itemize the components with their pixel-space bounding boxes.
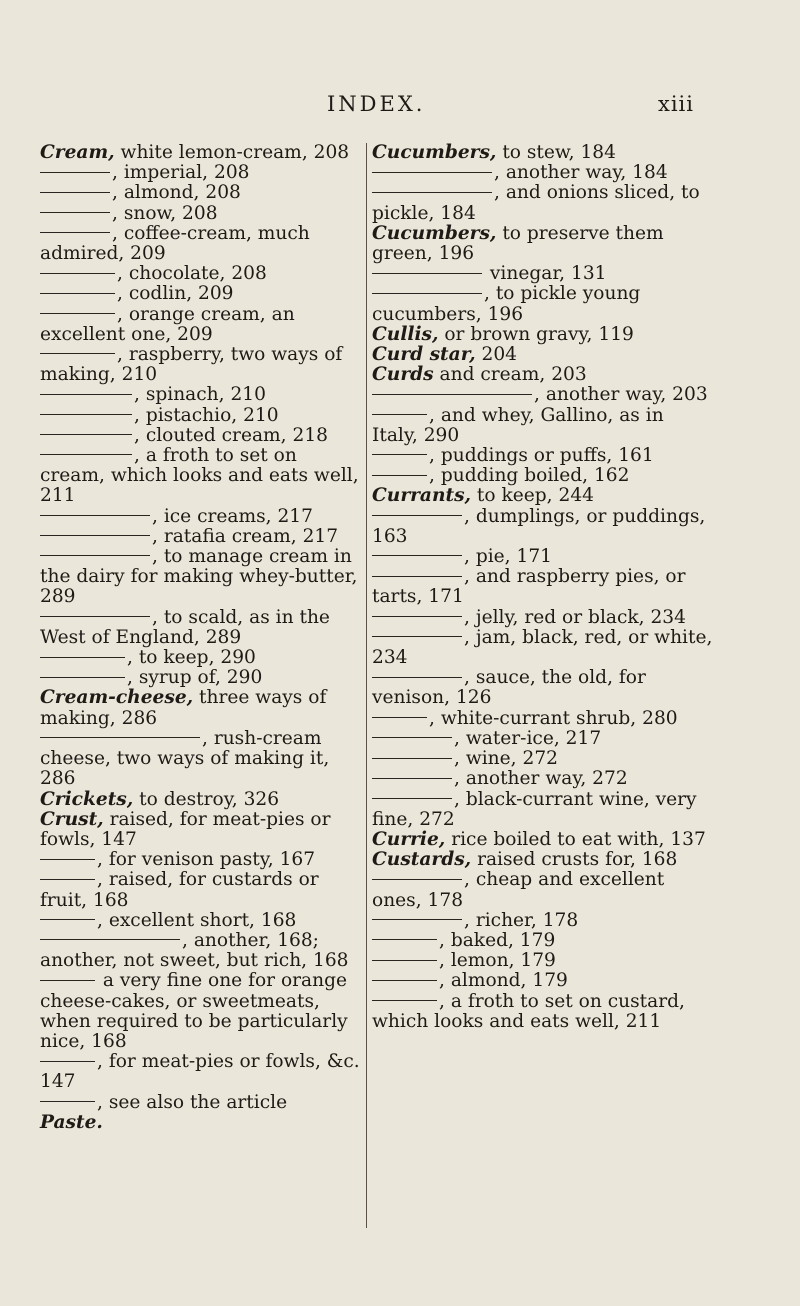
repeat-dash (372, 273, 482, 274)
index-entry (40, 406, 362, 426)
index-term: Cullis, (372, 323, 439, 345)
entry-text: , ratafia cream, 217 (152, 525, 339, 547)
index-entry (372, 183, 714, 223)
index-entry (372, 709, 714, 729)
repeat-dash (40, 616, 150, 617)
repeat-dash (40, 454, 132, 455)
page-number: xiii (658, 92, 694, 116)
repeat-dash (372, 677, 462, 678)
entry-text: , sauce, the old, for venison, 126 (372, 667, 646, 709)
entry-text: , jelly, red or black, 234 (464, 606, 686, 628)
index-entry (40, 426, 362, 446)
entry-text: to destroy, 326 (133, 788, 280, 810)
index-term: Cucumbers, (372, 142, 497, 163)
index-term: Curds (372, 364, 434, 386)
repeat-dash (40, 414, 132, 415)
entry-text: , black-currant wine, very fine, 272 (372, 788, 697, 830)
entry-text: , coffee-cream, much admired, 209 (40, 222, 310, 265)
repeat-dash (40, 232, 110, 233)
index-entry (372, 992, 714, 1032)
index-entry (40, 850, 362, 870)
repeat-dash (40, 1061, 95, 1062)
index-entry (40, 1052, 362, 1092)
index-entry (40, 668, 362, 688)
repeat-dash (372, 394, 532, 395)
index-entry (40, 931, 362, 971)
repeat-dash (40, 1101, 95, 1102)
index-term: Currie, (372, 828, 446, 850)
index-entry (40, 971, 362, 1052)
index-entry (40, 507, 362, 527)
index-entry (372, 830, 714, 850)
index-term: Cream-cheese, (40, 687, 194, 709)
repeat-dash (40, 859, 95, 860)
index-entry (372, 870, 714, 910)
repeat-dash (40, 879, 95, 880)
index-entry (40, 284, 362, 304)
repeat-dash (40, 353, 115, 354)
repeat-dash (40, 939, 180, 940)
entry-text: , rush-cream cheese, two ways of making it, 286 (40, 727, 330, 790)
index-entry (372, 790, 714, 830)
index-entry (372, 446, 714, 466)
repeat-dash (372, 172, 492, 173)
repeat-dash (372, 758, 452, 759)
index-entry (40, 264, 362, 284)
right-index-column (372, 143, 714, 1032)
repeat-dash (40, 919, 95, 920)
index-entry (40, 224, 362, 264)
entry-text: rice boiled to eat with, 137 (445, 828, 706, 850)
repeat-dash (40, 394, 132, 395)
index-entry (40, 688, 362, 728)
repeat-dash (40, 273, 115, 274)
index-entry (372, 224, 714, 264)
running-title: INDEX. (327, 92, 426, 116)
index-entry (372, 486, 714, 506)
index-entry (40, 1093, 362, 1113)
repeat-dash (40, 212, 110, 213)
index-entry (372, 385, 714, 405)
repeat-dash (372, 616, 462, 617)
repeat-dash (40, 657, 125, 658)
index-entry (372, 951, 714, 971)
repeat-dash (40, 192, 110, 193)
column-divider (366, 143, 367, 1228)
entry-text: raised crusts for, 168 (471, 849, 678, 871)
entry-text: , dumplings, or puddings, 163 (372, 505, 706, 547)
entry-text: , to pickle young cucumbers, 196 (372, 283, 641, 325)
left-index-column (40, 143, 362, 1133)
entry-text: vinegar, 131 (484, 263, 607, 285)
index-entry (372, 466, 714, 486)
repeat-dash (372, 475, 427, 476)
entry-text: , and raspberry pies, or tarts, 171 (372, 566, 686, 608)
entry-text: , cheap and excellent ones, 178 (372, 869, 665, 911)
index-entry (40, 527, 362, 547)
repeat-dash (372, 939, 437, 940)
entry-text: , and onions sliced, to pickle, 184 (372, 182, 700, 224)
index-entry (372, 911, 714, 931)
index-entry (372, 264, 714, 284)
entry-text: 204 (475, 344, 518, 366)
entry-text: , syrup of, 290 (127, 667, 263, 689)
entry-text: , almond, 208 (112, 182, 241, 204)
entry-text: , for meat-pies or fowls, &c. 147 (40, 1051, 360, 1093)
entry-text: , raspberry, two ways of making, 210 (40, 344, 343, 386)
index-entry (372, 971, 714, 991)
entry-text: , jam, black, red, or white, 234 (372, 626, 713, 669)
index-entry (372, 608, 714, 628)
entry-text: , codlin, 209 (117, 283, 234, 305)
entry-text: , almond, 179 (439, 970, 568, 992)
entry-text: , orange cream, an excellent one, 209 (40, 303, 295, 345)
entry-text: , wine, 272 (454, 748, 558, 770)
repeat-dash (40, 535, 150, 536)
index-entry (372, 931, 714, 951)
repeat-dash (372, 798, 452, 799)
entry-text: , see also the article (97, 1091, 288, 1113)
entry-text: , lemon, 179 (439, 950, 556, 972)
repeat-dash (40, 434, 132, 435)
entry-text: , another way, 184 (494, 162, 668, 184)
index-entry (372, 406, 714, 446)
index-entry (372, 668, 714, 708)
entry-text: , a froth to set on custard, which looks and eats well, 211 (372, 990, 685, 1032)
repeat-dash (40, 313, 115, 314)
entry-text: or brown gravy, 119 (438, 323, 634, 345)
entry-text: , to keep, 290 (127, 647, 256, 669)
index-entry (40, 608, 362, 648)
index-entry (40, 911, 362, 931)
repeat-dash (372, 555, 462, 556)
repeat-dash (372, 576, 462, 577)
index-entry (372, 628, 714, 668)
index-entry (372, 163, 714, 183)
index-term: Cream, (40, 142, 115, 163)
index-entry (372, 567, 714, 607)
entry-text: , clouted cream, 218 (134, 424, 328, 446)
index-entry (40, 810, 362, 850)
index-entry (40, 183, 362, 203)
repeat-dash (40, 555, 150, 556)
index-entry (40, 870, 362, 910)
index-entry (40, 1113, 362, 1133)
entry-text: , another way, 203 (534, 384, 708, 406)
entry-text: , and whey, Gallino, as in Italy, 290 (372, 404, 664, 446)
repeat-dash (40, 677, 125, 678)
repeat-dash (372, 960, 437, 961)
entry-text: , white-currant shrub, 280 (429, 707, 678, 729)
index-entry (40, 143, 362, 163)
entry-text: , richer, 178 (464, 909, 579, 931)
index-entry (372, 547, 714, 567)
repeat-dash (372, 454, 427, 455)
index-entry (372, 769, 714, 789)
index-entry (40, 163, 362, 183)
entry-text: , excellent short, 168 (97, 909, 297, 931)
index-entry (372, 143, 714, 163)
entry-text: to keep, 244 (471, 485, 594, 507)
index-entry (40, 345, 362, 385)
index-entry (40, 729, 362, 790)
entry-text: , pistachio, 210 (134, 404, 279, 426)
repeat-dash (372, 778, 452, 779)
repeat-dash (372, 980, 437, 981)
entry-text: , pie, 171 (464, 546, 552, 568)
index-term: Crickets, (40, 788, 134, 810)
entry-text: , raised, for custards or fruit, 168 (40, 869, 319, 911)
repeat-dash (40, 980, 95, 981)
entry-text: white lemon-cream, 208 (114, 142, 350, 163)
entry-text: , another way, 272 (454, 768, 628, 790)
repeat-dash (372, 879, 462, 880)
entry-text: to preserve them green, 196 (372, 222, 664, 265)
repeat-dash (372, 192, 492, 193)
repeat-dash (372, 414, 427, 415)
index-entry (40, 446, 362, 507)
index-entry (40, 790, 362, 810)
entry-text: , water-ice, 217 (454, 727, 602, 749)
index-entry (40, 305, 362, 345)
repeat-dash (40, 515, 150, 516)
entry-text: , puddings or puffs, 161 (429, 445, 654, 467)
entry-text: , another, 168; another, not sweet, but rich, 168 (40, 929, 349, 972)
index-entry (40, 204, 362, 224)
entry-text: , for venison pasty, 167 (97, 849, 316, 871)
repeat-dash (372, 515, 462, 516)
index-entry (372, 325, 714, 345)
index-entry (40, 547, 362, 608)
index-term: Cucumbers, (372, 222, 497, 244)
index-entry (372, 365, 714, 385)
index-entry (372, 284, 714, 324)
index-entry (372, 850, 714, 870)
repeat-dash (372, 293, 482, 294)
repeat-dash (40, 293, 115, 294)
entry-text: , pudding boiled, 162 (429, 465, 630, 487)
repeat-dash (40, 737, 200, 738)
entry-text: , spinach, 210 (134, 384, 266, 406)
repeat-dash (372, 737, 452, 738)
entry-text: , snow, 208 (112, 202, 218, 224)
index-entry (372, 749, 714, 769)
repeat-dash (372, 1000, 437, 1001)
index-entry (372, 345, 714, 365)
index-term: Custards, (372, 849, 472, 871)
entry-text: , to scald, as in the West of England, 289 (40, 606, 330, 648)
index-entry (40, 648, 362, 668)
entry-text: , baked, 179 (439, 929, 556, 951)
repeat-dash (372, 919, 462, 920)
index-entry (372, 729, 714, 749)
entry-text: , to manage cream in the dairy for making whey-butter, 289 (40, 546, 358, 608)
index-term: Paste. (40, 1111, 103, 1133)
entry-text: and cream, 203 (433, 364, 587, 386)
index-entry (40, 385, 362, 405)
entry-text: , chocolate, 208 (117, 263, 267, 285)
entry-text: to stew, 184 (496, 142, 616, 163)
entry-text: three ways of making, 286 (40, 687, 327, 729)
entry-text: a very fine one for orange cheese-cakes, or sweetmeats, when required to be particularly nice, 168 (40, 970, 348, 1052)
index-term: Curd star, (372, 344, 476, 366)
index-term: Crust, (40, 808, 104, 830)
entry-text: , a froth to set on cream, which looks and eats well, 211 (40, 445, 359, 507)
index-entry (372, 507, 714, 547)
entry-text: , ice creams, 217 (152, 505, 313, 527)
entry-text: , imperial, 208 (112, 162, 250, 184)
index-term: Currants, (372, 485, 472, 507)
repeat-dash (372, 717, 427, 718)
repeat-dash (372, 636, 462, 637)
entry-text: raised, for meat-pies or fowls, 147 (40, 808, 331, 850)
repeat-dash (40, 172, 110, 173)
